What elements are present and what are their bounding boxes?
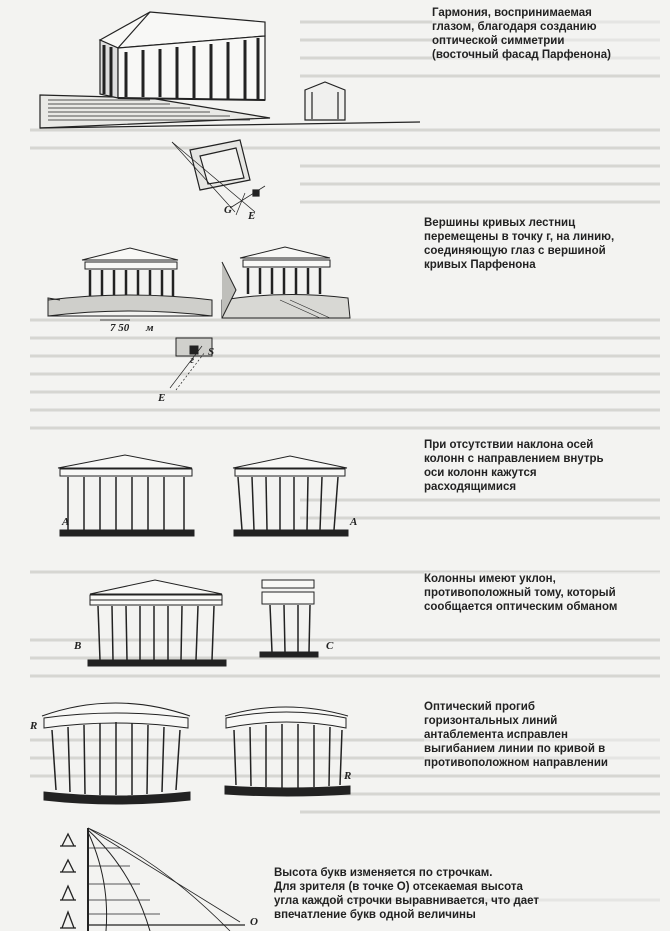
caption-column-axes: При отсутствии наклона осей колонн с направлением внутрь оси колонн кажутся расходящимися (424, 438, 660, 494)
caption-column-inclination: Колонны имеют уклон, противоположный тому, который сообщается оптическим обманом (424, 572, 660, 614)
label-g: G (224, 204, 232, 216)
caption-letter-height: Высота букв изменяется по строчкам. Для зрителя (в точке O) отсекаемая высота угла каждой строчки выравнивается, что дает впечатление букв одной величины (274, 866, 664, 922)
label-c: C (326, 640, 334, 652)
label-r-left: R (30, 720, 38, 732)
label-a-left: A (62, 516, 70, 528)
label-r-right: R (344, 770, 352, 782)
caption-entablature-curve: Оптический прогиб горизонтальных линий антаблемента исправлен выгибанием линии по кривой в противоположном направлении (424, 700, 660, 770)
label-a-right: A (350, 516, 358, 528)
label-dimension: 7 50 (110, 322, 130, 334)
label-b: B (74, 640, 82, 652)
label-g-point: г (190, 354, 195, 366)
caption-harmony: Гармония, воспринимаемая глазом, благодаря созданию оптической симметрии (восточный фасад Парфенона) (432, 6, 660, 62)
label-e: E (248, 210, 256, 222)
label-eye: E (158, 392, 166, 404)
caption-curved-stairs: Вершины кривых лестниц перемещены в точку г, на линию, соединяющую глаз с вершиной кривых Парфенона (424, 216, 664, 272)
label-s: S (208, 346, 215, 358)
label-o: O (250, 916, 258, 928)
label-m: м (146, 322, 154, 334)
